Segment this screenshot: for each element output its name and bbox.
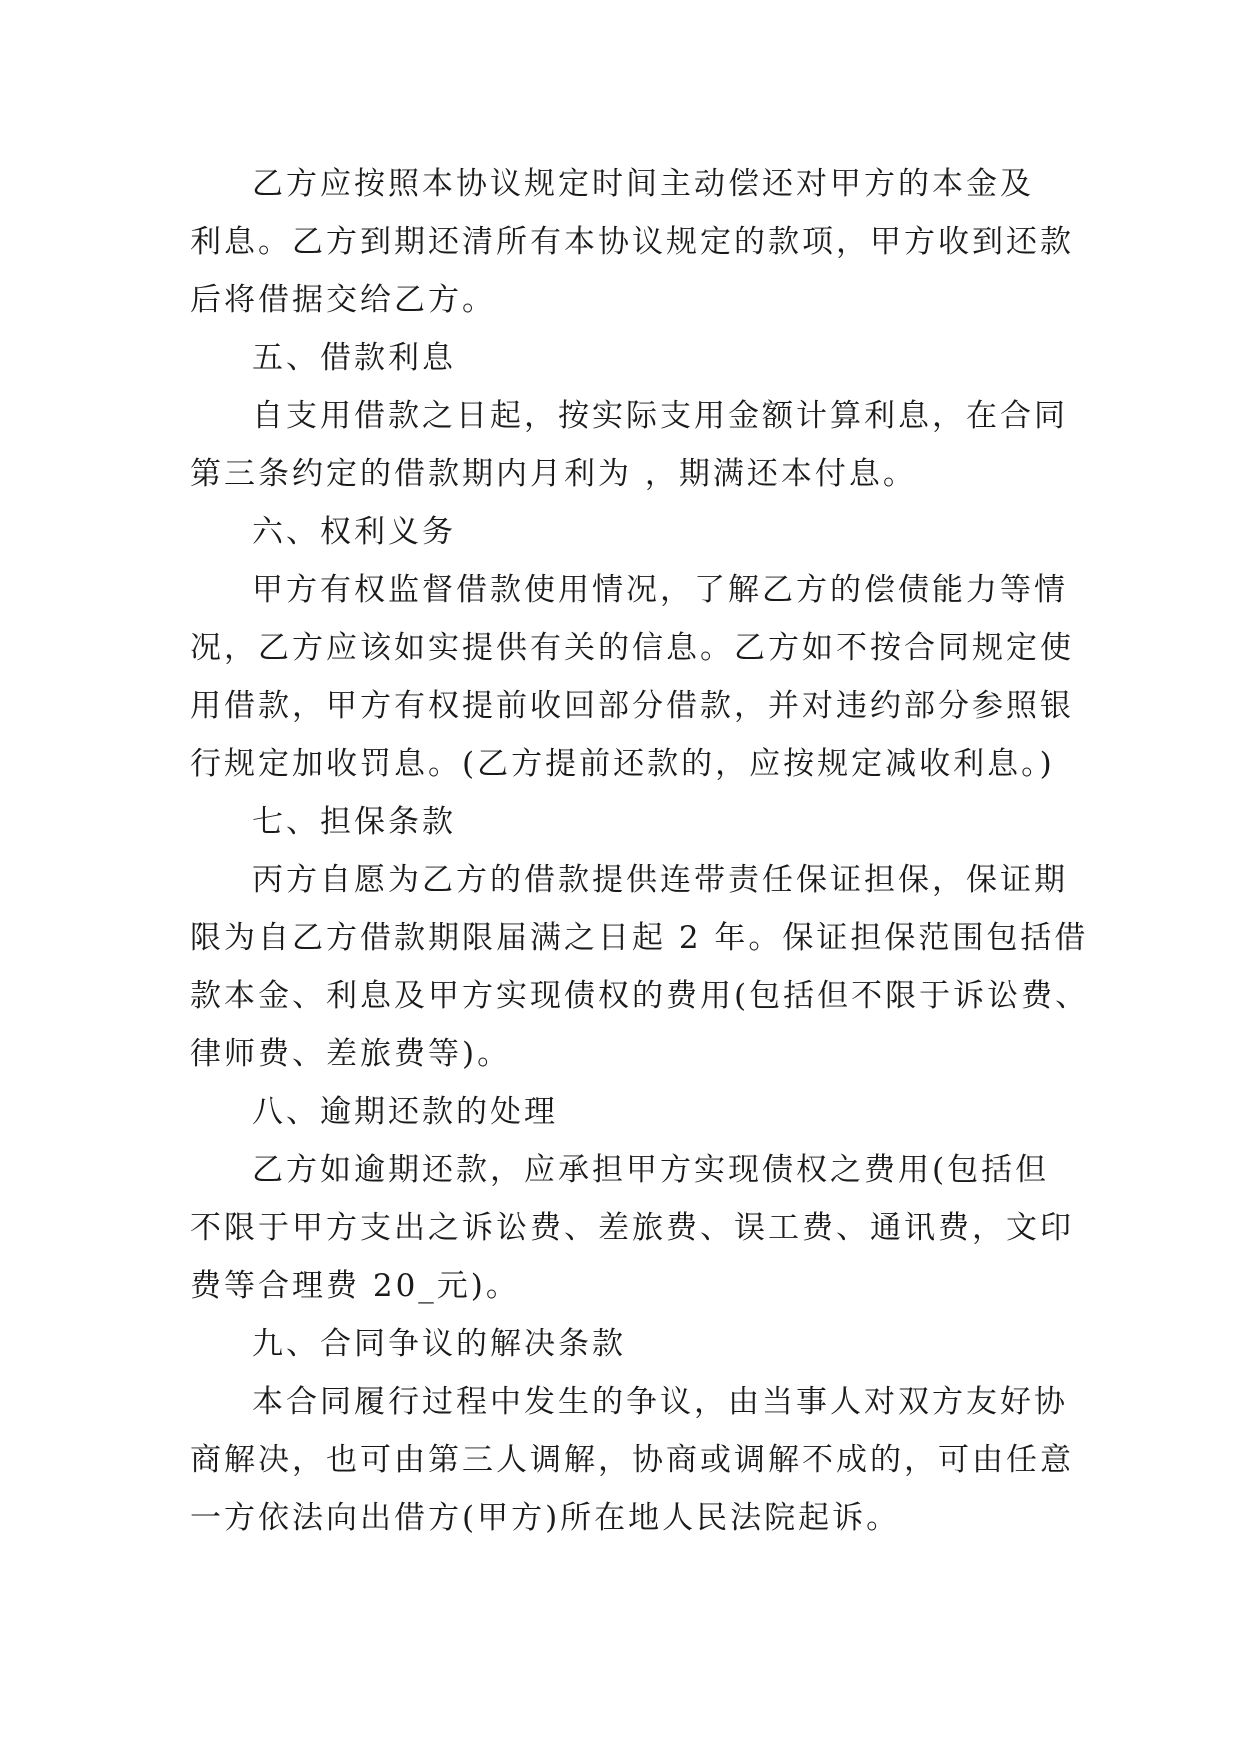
text-line: 况，乙方应该如实提供有关的信息。乙方如不按合同规定使 <box>190 630 1074 666</box>
section-heading: 七、担保条款 <box>252 804 456 840</box>
text-line: 本合同履行过程中发生的争议，由当事人对双方友好协 <box>252 1384 1068 1420</box>
text-line: 用借款，甲方有权提前收回部分借款，并对违约部分参照银 <box>190 688 1074 724</box>
section-heading-interest <box>190 329 1070 387</box>
section-heading: 五、借款利息 <box>252 340 456 376</box>
section-heading-guarantee <box>190 793 1070 851</box>
text-line: 甲方有权监督借款使用情况，了解乙方的偿债能力等情 <box>252 572 1068 608</box>
text-line: 款本金、利息及甲方实现债权的费用(包括但不限于诉讼费、 <box>190 978 1090 1014</box>
text-line: 不限于甲方支出之诉讼费、差旅费、误工费、通讯费，文印 <box>190 1210 1074 1246</box>
paragraph-overdue <box>190 1141 1074 1315</box>
paragraph-guarantee <box>190 851 1090 1083</box>
text-line: 乙方如逾期还款，应承担甲方实现债权之费用(包括但 <box>252 1152 1050 1188</box>
section-heading: 八、逾期还款的处理 <box>252 1094 558 1130</box>
text-line: 行规定加收罚息。(乙方提前还款的，应按规定减收利息。) <box>190 746 1055 782</box>
text-line: 一方依法向出借方(甲方)所在地人民法院起诉。 <box>190 1500 901 1536</box>
section-heading-rights <box>190 503 1070 561</box>
text-line: 后将借据交给乙方。 <box>190 282 496 318</box>
section-heading-dispute <box>190 1315 1070 1373</box>
text-line: 费等合理费 20_元)。 <box>190 1268 520 1304</box>
text-line: 自支用借款之日起，按实际支用金额计算利息，在合同 <box>252 398 1068 434</box>
paragraph-repayment <box>190 155 1074 329</box>
paragraph-interest <box>190 387 1070 503</box>
section-heading-overdue <box>190 1083 1070 1141</box>
text-line: 律师费、差旅费等)。 <box>190 1036 512 1072</box>
paragraph-dispute <box>190 1373 1074 1547</box>
text-line: 丙方自愿为乙方的借款提供连带责任保证担保，保证期 <box>252 862 1068 898</box>
text-line: 商解决，也可由第三人调解，协商或调解不成的，可由任意 <box>190 1442 1074 1478</box>
text-line: 乙方应按照本协议规定时间主动偿还对甲方的本金及 <box>252 166 1034 202</box>
document-body <box>190 155 1090 1547</box>
text-line: 第三条约定的借款期内月利为 ，期满还本付息。 <box>190 456 917 492</box>
text-line: 利息。乙方到期还清所有本协议规定的款项，甲方收到还款 <box>190 224 1074 260</box>
paragraph-rights <box>190 561 1074 793</box>
section-heading: 六、权利义务 <box>252 514 456 550</box>
section-heading: 九、合同争议的解决条款 <box>252 1326 626 1362</box>
text-line: 限为自乙方借款期限届满之日起 2 年。保证担保范围包括借 <box>190 920 1089 956</box>
